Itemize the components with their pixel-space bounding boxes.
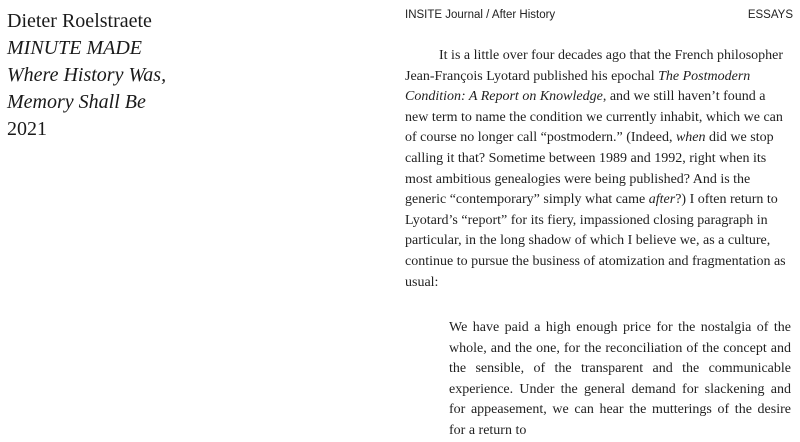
emphasis-when: when — [675, 130, 706, 146]
page-header — [405, 9, 793, 21]
paragraph-1-part-a: It is a little over four decades ago that the French philosopher Jean-François Lyotard published his epochal — [405, 48, 784, 84]
paragraph-1 — [405, 46, 791, 293]
author-name: Dieter Roelstraete — [7, 10, 152, 32]
book-title: The Postmodern Condition: A Report on Knowledge — [405, 68, 751, 105]
article-meta-sidebar — [7, 8, 197, 143]
emphasis-after: after — [648, 192, 676, 208]
essay-subtitle-line1: Where History Was, — [7, 64, 167, 86]
paragraph-1-part-d: ?) I often return to Lyotard’s “report” for its fiery, impassioned closing paragraph in particular, in the long shadow of which I believe we, as a culture, continue to pursue the business of atomization and fragmentation as usual: — [405, 192, 786, 290]
publication-year: 2021 — [7, 118, 47, 140]
essay-title: MINUTE MADE — [7, 37, 142, 59]
block-quote: We have paid a high enough price for the nostalgia of the whole, and the one, for the reconciliation of the concept and the sensible, of the transparent and the communicable experience. Under the general demand for slackening and for appeasement, we can hear the mutterings of the desire for a return to — [449, 320, 791, 438]
publication-name: INSITE Journal / After History — [405, 9, 556, 21]
paragraph-1-part-c: did we stop calling it that? Sometime between 1989 and 1992, right when its most ambitious genealogies were being published? And is the generic “contemporary” simply what came — [405, 130, 774, 208]
section-label: ESSAYS — [747, 9, 793, 21]
article-body — [405, 46, 791, 293]
paragraph-1-part-b: , and we still haven’t found a new term to name the condition we currently inhabit, which we can of course no longer call “postmodern.” (Indeed, — [405, 89, 783, 146]
essay-subtitle-line2: Memory Shall Be — [7, 91, 146, 113]
